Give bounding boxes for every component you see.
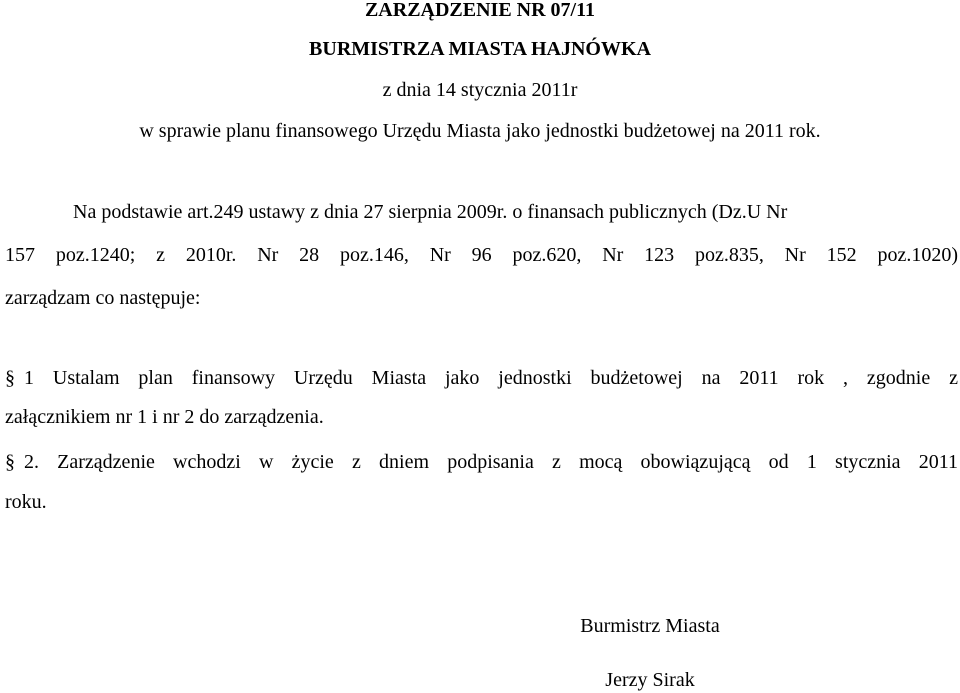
paragraph-2-line-2: roku.: [5, 491, 47, 513]
signature-role: Burmistrz Miasta: [580, 615, 720, 637]
signature-name: Jerzy Sirak: [605, 669, 695, 691]
paragraph-2-line-1: [5, 452, 958, 472]
paragraph-1-text: 1 Ustalam plan finansowy Urzędu Miasta jako jednostki budżetowej na 2011 rok , zgodnie z: [24, 367, 958, 389]
document-subject: w sprawie planu finansowego Urzędu Miasta jako jednostki budżetowej na 2011 rok.: [139, 120, 821, 142]
document-date: z dnia 14 stycznia 2011r: [382, 79, 578, 101]
paragraph-1-line-1: [5, 368, 958, 388]
document-title: ZARZĄDZENIE NR 07/11: [364, 0, 596, 21]
preamble-line-1: Na podstawie art.249 ustawy z dnia 27 sierpnia 2009r. o finansach publicznych (Dz.U Nr: [73, 201, 788, 223]
paragraph-2-text: 2. Zarządzenie wchodzi w życie z dniem podpisania z mocą obowiązującą od 1 stycznia 2011: [24, 451, 958, 473]
preamble-line-2: 157 poz.1240; z 2010r. Nr 28 poz.146, Nr 96 poz.620, Nr 123 poz.835, Nr 152 poz.1020): [5, 244, 958, 266]
issuer-heading: BURMISTRZA MIASTA HAJNÓWKA: [309, 38, 651, 60]
section-mark: §: [5, 451, 15, 473]
preamble-line-3: zarządzam co następuje:: [5, 287, 201, 309]
section-mark: §: [5, 367, 15, 389]
paragraph-1-line-2: załącznikiem nr 1 i nr 2 do zarządzenia.: [5, 406, 324, 428]
